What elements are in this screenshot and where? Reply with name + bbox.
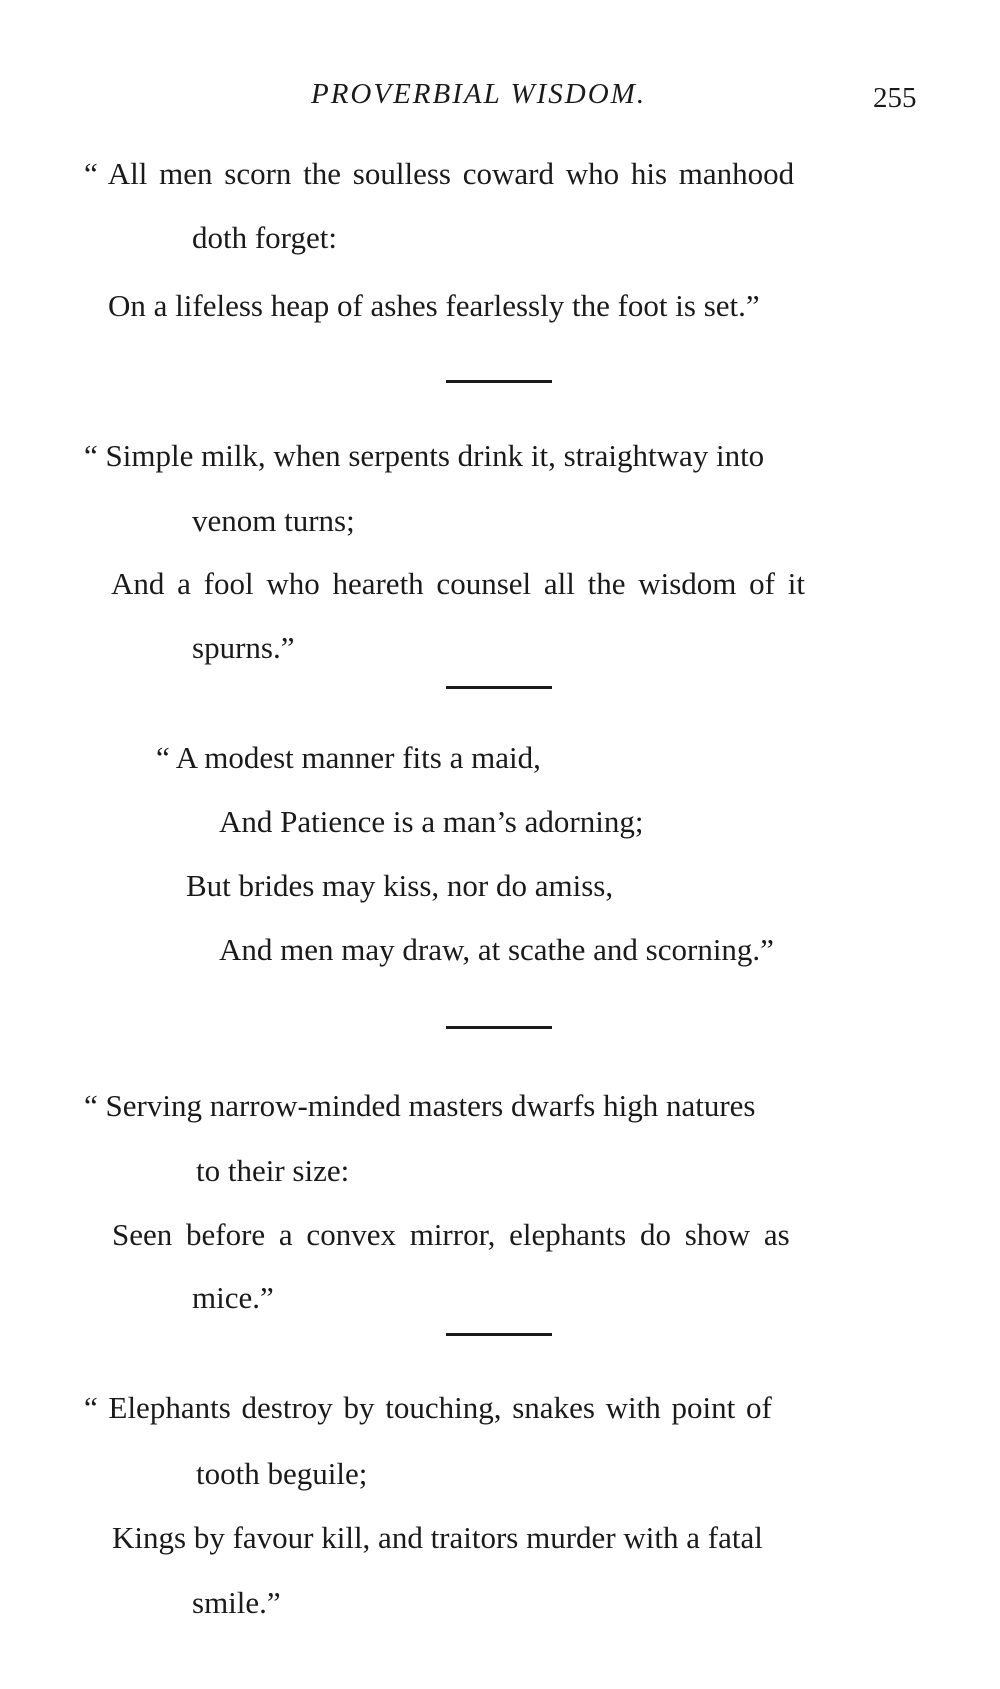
section-divider <box>446 380 552 383</box>
section-divider <box>446 1333 552 1336</box>
verse-line: “ All men scorn the soulless coward who his manhood <box>84 156 795 191</box>
verse-line: And men may draw, at scathe and scorning.” <box>219 932 774 967</box>
verse-line: And Patience is a man’s adorning; <box>219 804 644 839</box>
verse-line: “ A modest manner fits a maid, <box>156 740 541 775</box>
verse-line: venom turns; <box>192 503 355 538</box>
verse-line: But brides may kiss, nor do amiss, <box>186 868 614 903</box>
verse-line: mice.” <box>192 1280 274 1315</box>
running-title: PROVERBIAL WISDOM. <box>311 78 647 110</box>
verse-line: spurns.” <box>192 630 295 665</box>
page-number: 255 <box>873 82 917 114</box>
verse-line: tooth beguile; <box>196 1456 368 1491</box>
verse-line: Kings by favour kill, and traitors murder with a fatal <box>112 1520 763 1555</box>
verse-line: On a lifeless heap of ashes fearlessly the foot is set.” <box>108 288 760 323</box>
verse-line: “ Simple milk, when serpents drink it, straightway into <box>84 438 765 473</box>
verse-line: to their size: <box>196 1153 350 1188</box>
running-head <box>0 78 1000 118</box>
verse-line: Seen before a convex mirror, elephants do show as <box>112 1217 790 1252</box>
verse-line: smile.” <box>192 1585 281 1620</box>
verse-line: And a fool who heareth counsel all the wisdom of it <box>111 566 805 601</box>
section-divider <box>446 1026 552 1029</box>
verse-line: “ Elephants destroy by touching, snakes with point of <box>84 1390 772 1425</box>
verse-line: doth forget: <box>192 220 337 255</box>
section-divider <box>446 686 552 689</box>
verse-line: “ Serving narrow-minded masters dwarfs high natures <box>84 1088 756 1123</box>
